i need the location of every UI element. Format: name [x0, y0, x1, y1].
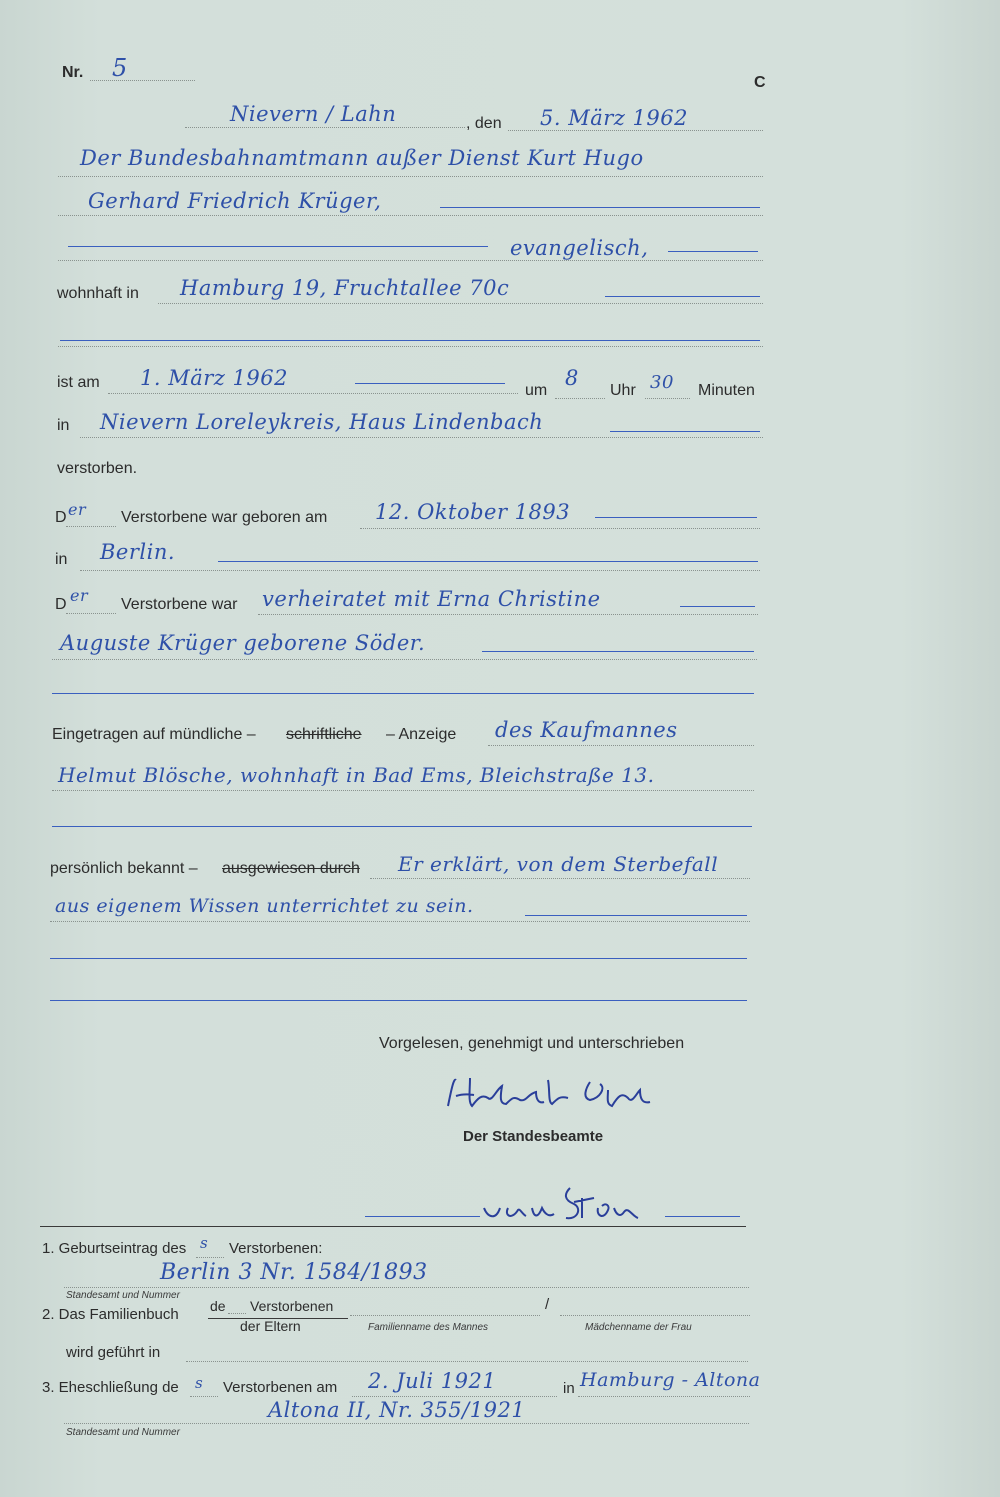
um-label: um: [525, 382, 548, 399]
line-dotline: [58, 215, 763, 216]
informant-line2: Helmut Blösche, wohnhaft in Bad Ems, Bleichstraße 13.: [58, 763, 655, 787]
fill-line: [365, 1216, 480, 1217]
footer-item3-label: 3. Eheschließung de: [42, 1379, 179, 1396]
uhr-label: Uhr: [610, 382, 636, 399]
footer-item3-suffix: s: [195, 1374, 204, 1392]
fill-line: [668, 251, 758, 252]
fill-line: [525, 915, 747, 916]
line-dotline: [352, 1396, 557, 1397]
fill-line: [605, 296, 760, 297]
standesamt-caption-1: Standesamt und Nummer: [66, 1290, 180, 1301]
line-dotline: [158, 303, 763, 304]
in-label: in: [57, 417, 70, 434]
residence-label: wohnhaft in: [57, 285, 139, 302]
line-dotline: [196, 1257, 224, 1258]
footer-item3-line2: Altona II, Nr. 355/1921: [268, 1398, 526, 1422]
fill-line: [218, 561, 758, 562]
birth-date: 12. Oktober 1893: [375, 500, 571, 524]
marital-line2: Auguste Krüger geborene Söder.: [60, 631, 426, 655]
marital-line1: verheiratet mit Erna Christine: [262, 587, 601, 611]
registration-place: Nievern / Lahn: [230, 102, 397, 126]
fill-line: [482, 651, 754, 652]
deceased-line2: Gerhard Friedrich Krüger,: [88, 189, 382, 213]
line-dotline: [108, 393, 518, 394]
nr-label: Nr.: [62, 64, 84, 81]
deceased-line1: Der Bundesbahnamtmann außer Dienst Kurt Hugo: [80, 146, 644, 170]
line-dotline: [58, 260, 763, 261]
line-dotline: [64, 1287, 749, 1288]
line-dotline: [80, 437, 763, 438]
read-approved-label: Vorgelesen, genehmigt und unterschrieben: [379, 1035, 685, 1052]
caption-man: Familienname des Mannes: [368, 1322, 489, 1333]
informant-signature-text: Helmut Blösche: [440, 1068, 448, 1069]
footer-item3-place: Hamburg - Altona: [580, 1369, 761, 1391]
footer-item1-value: Berlin 3 Nr. 1584/1893: [160, 1260, 428, 1285]
corner-letter: C: [754, 74, 766, 91]
footer-item1-label: 1. Geburtseintrag des: [42, 1240, 187, 1257]
fill-line: [68, 246, 488, 247]
minuten-label: Minuten: [698, 382, 755, 399]
footer-item3-in: in: [563, 1380, 575, 1397]
footer-item2-eltern: der Eltern: [240, 1318, 301, 1334]
marital-d-label: D: [55, 596, 67, 613]
line-dotline: [555, 398, 605, 399]
line-dotline: [58, 176, 763, 177]
birth-text: Verstorbene war geboren am: [121, 509, 328, 526]
line-dotline: [52, 790, 754, 791]
line-dotline: [350, 1315, 540, 1316]
line-dotline: [190, 1396, 218, 1397]
footer-divider: [40, 1226, 746, 1227]
religion: evangelisch,: [510, 236, 649, 260]
registrar-label: Der Standesbeamte: [463, 1128, 604, 1145]
caption-woman: Mädchenname der Frau: [585, 1322, 692, 1333]
marital-d-suffix: er: [70, 586, 89, 605]
line-dotline: [370, 878, 750, 879]
fill-line: [440, 207, 760, 208]
line-dotline: [488, 745, 754, 746]
registration-struck: schriftliche: [286, 726, 362, 743]
birth-in-label: in: [55, 551, 68, 568]
footer-item2-de: de: [210, 1298, 226, 1314]
fill-line: [60, 340, 760, 341]
standesamt-caption-3: Standesamt und Nummer: [66, 1427, 180, 1438]
birth-d-label: D: [55, 509, 67, 526]
birth-d-suffix: er: [68, 500, 87, 519]
registration-part1: Eingetragen auf mündliche –: [52, 726, 256, 743]
footer-item2-label: 2. Das Familienbuch: [42, 1306, 179, 1323]
line-dotline: [50, 921, 750, 922]
line-dotline: [186, 1361, 748, 1362]
fill-line: [52, 693, 754, 694]
fill-line: [665, 1216, 740, 1217]
fill-line: [50, 958, 747, 959]
identity-line2: aus eigenem Wissen unterrichtet zu sein.: [55, 895, 474, 917]
verstorben-label: verstorben.: [57, 460, 138, 477]
nr-dotline: [90, 80, 195, 81]
footer-item2-verstorbenen: Verstorbenen: [250, 1298, 334, 1314]
line-dotline: [578, 1396, 750, 1397]
identity-part1: persönlich bekannt –: [50, 860, 198, 877]
identity-line1: Er erklärt, von dem Sterbefall: [398, 852, 719, 876]
line-dotline: [80, 570, 760, 571]
identity-struck: ausgewiesen durch: [222, 860, 360, 877]
line-dotline: [64, 1423, 749, 1424]
marital-text: Verstorbene war: [121, 596, 238, 613]
slash: /: [545, 1296, 550, 1313]
line-dotline: [66, 526, 116, 527]
registration-part2: – Anzeige: [386, 726, 457, 743]
fill-line: [595, 517, 757, 518]
footer-item3-tail: Verstorbenen am: [223, 1379, 338, 1396]
informant-line1: des Kaufmannes: [495, 718, 678, 742]
death-minutes: 30: [650, 372, 674, 393]
footer-item1-tail: Verstorbenen:: [229, 1240, 323, 1257]
line-dotline: [52, 659, 757, 660]
ist-am-label: ist am: [57, 374, 100, 391]
registration-date: 5. März 1962: [540, 106, 688, 130]
residence: Hamburg 19, Fruchtallee 70c: [180, 276, 510, 300]
fill-line: [610, 431, 760, 432]
line-dotline: [645, 398, 690, 399]
birth-place: Berlin.: [100, 540, 176, 564]
line-dotline: [560, 1315, 750, 1316]
death-place: Nievern Loreleykreis, Haus Lindenbach: [100, 410, 544, 434]
footer-item2-wird: wird geführt in: [66, 1344, 161, 1361]
informant-signature: [440, 1068, 670, 1118]
fill-line: [355, 383, 505, 384]
date-dotline: [508, 130, 763, 131]
line-dotline: [258, 614, 758, 615]
den-label: , den: [466, 115, 502, 132]
death-hour: 8: [565, 366, 579, 390]
fill-line: [50, 1000, 747, 1001]
line-dotline: [228, 1313, 246, 1314]
line-dotline: [66, 613, 116, 614]
fill-line: [680, 606, 755, 607]
fill-line: [52, 826, 752, 827]
nr-value: 5: [112, 54, 128, 82]
footer-item1-suffix: s: [200, 1234, 209, 1252]
line-dotline: [58, 346, 763, 347]
registrar-signature: [478, 1178, 668, 1228]
place-dotline: [185, 127, 465, 128]
line-dotline: [360, 528, 760, 529]
death-date: 1. März 1962: [140, 366, 288, 390]
footer-item3-date: 2. Juli 1921: [368, 1369, 497, 1393]
